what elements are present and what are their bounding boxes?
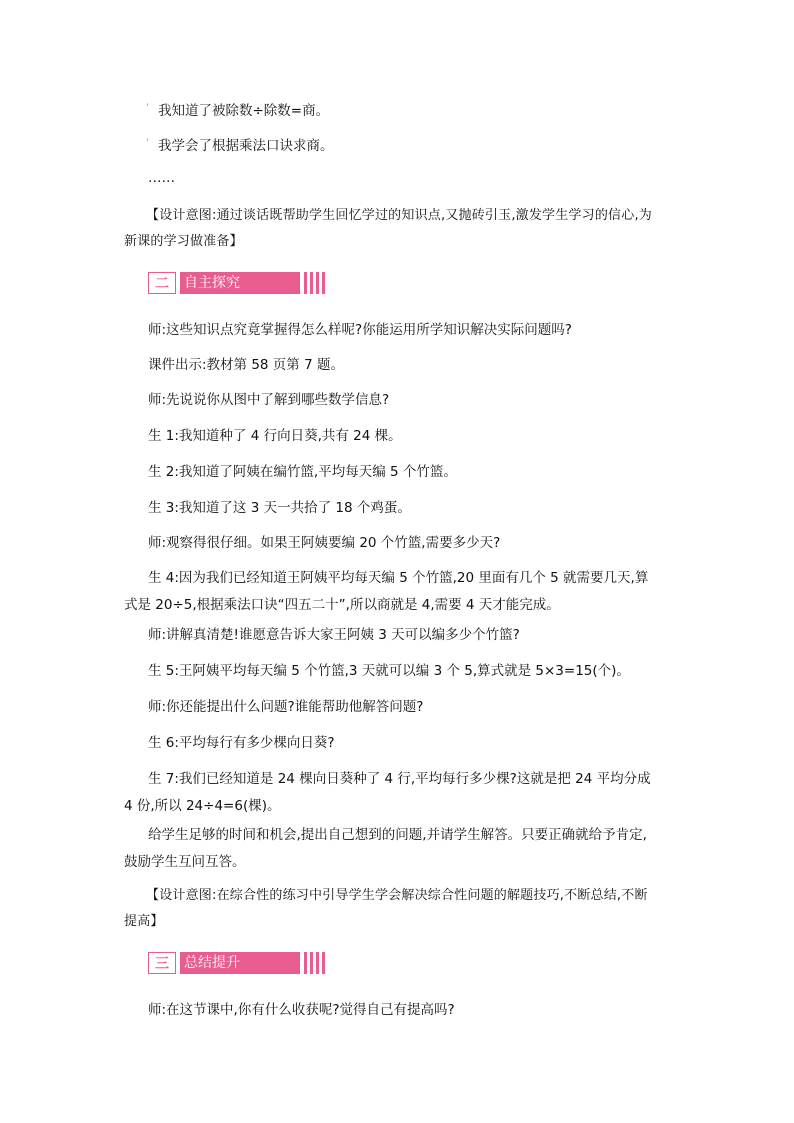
decorative-stripes bbox=[304, 272, 328, 294]
paragraph: 生 7:我们已经知道是 24 棵向日葵种了 4 行,平均每行多少棵?这就是把 24 平均分成 4 份,所以 24÷4=6(棵)。 bbox=[124, 771, 651, 814]
paragraph: 师:讲解真清楚!谁愿意告诉大家王阿姨 3 天可以编多少个竹篮? bbox=[148, 627, 520, 643]
section-title: 总结提升 bbox=[180, 952, 300, 974]
section-banner-3 bbox=[148, 952, 328, 974]
paragraph: 生 6:平均每行有多少棵向日葵? bbox=[148, 735, 335, 751]
section-banner-2 bbox=[148, 272, 328, 294]
bullet-marker: ˈ bbox=[146, 103, 149, 114]
paragraph: 师:观察得很仔细。如果王阿姨要编 20 个竹篮,需要多少天? bbox=[148, 535, 501, 551]
bullet-marker: ˈ bbox=[146, 138, 149, 149]
paragraph: 给学生足够的时间和机会,提出自己想到的问题,并请学生解答。只要正确就给予肯定,鼓励学生互问互答。 bbox=[124, 827, 647, 870]
decorative-stripes bbox=[304, 952, 328, 974]
paragraph: 生 1:我知道种了 4 行向日葵,共有 24 棵。 bbox=[148, 428, 402, 444]
section-number: 二 bbox=[148, 272, 176, 294]
paragraph: 师:在这节课中,你有什么收获呢?觉得自己有提高吗? bbox=[148, 1002, 455, 1018]
paragraph: 师:先说说你从图中了解到哪些数学信息? bbox=[148, 392, 390, 408]
section-title: 自主探究 bbox=[180, 272, 300, 294]
paragraph: 生 5:王阿姨平均每天编 5 个竹篮,3 天就可以编 3 个 5,算式就是 5×3=15(个)。 bbox=[148, 663, 630, 679]
bullet-text: 我知道了被除数÷除数=商。 bbox=[158, 103, 330, 119]
paragraph: 生 2:我知道了阿姨在编竹篮,平均每天编 5 个竹篮。 bbox=[148, 464, 457, 480]
ellipsis: …… bbox=[148, 170, 175, 186]
design-intent-note: 【设计意图:通过谈话既帮助学生回忆学过的知识点,又抛砖引玉,激发学生学习的信心,为新课的学习做准备】 bbox=[124, 208, 652, 249]
paragraph: 师:这些知识点究竟掌握得怎么样呢?你能运用所学知识解决实际问题吗? bbox=[148, 322, 572, 338]
paragraph: 生 3:我知道了这 3 天一共拾了 18 个鸡蛋。 bbox=[148, 500, 411, 516]
paragraph: 课件出示:教材第 58 页第 7 题。 bbox=[148, 357, 344, 373]
section-number: 三 bbox=[148, 952, 176, 974]
paragraph: 生 4:因为我们已经知道王阿姨平均每天编 5 个竹篮,20 里面有几个 5 就需要几天,算式是 20÷5,根据乘法口诀“四五二十”,所以商就是 4,需要 4 天才能完成。 bbox=[124, 570, 649, 613]
design-intent-note: 【设计意图:在综合性的练习中引导学生学会解决综合性问题的解题技巧,不断总结,不断提高】 bbox=[124, 888, 648, 929]
bullet-text: 我学会了根据乘法口诀求商。 bbox=[158, 138, 334, 154]
paragraph: 师:你还能提出什么问题?谁能帮助他解答问题? bbox=[148, 699, 424, 715]
